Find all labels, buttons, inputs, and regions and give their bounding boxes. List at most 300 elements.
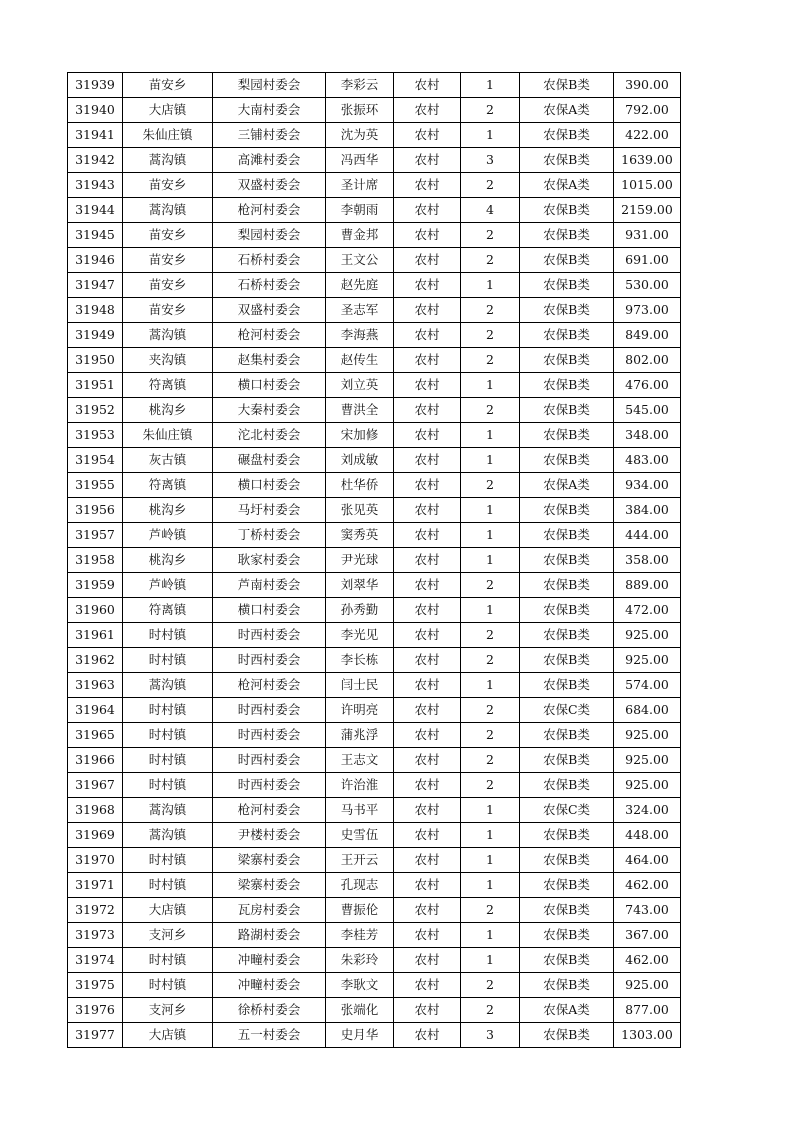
person-name-cell: 王文公 bbox=[326, 248, 394, 273]
member-count-cell: 2 bbox=[461, 98, 520, 123]
town-cell: 时村镇 bbox=[123, 973, 213, 998]
record-id-cell: 31961 bbox=[68, 623, 123, 648]
table-row bbox=[68, 373, 681, 398]
amount-cell: 324.00 bbox=[614, 798, 681, 823]
household-type-cell: 农村 bbox=[394, 823, 461, 848]
member-count-cell: 2 bbox=[461, 573, 520, 598]
member-count-cell: 1 bbox=[461, 423, 520, 448]
household-type-cell: 农村 bbox=[394, 1023, 461, 1048]
table-row bbox=[68, 598, 681, 623]
insurance-category-cell: 农保B类 bbox=[520, 498, 614, 523]
town-cell: 时村镇 bbox=[123, 748, 213, 773]
person-name-cell: 许明亮 bbox=[326, 698, 394, 723]
person-name-cell: 圣志军 bbox=[326, 298, 394, 323]
amount-cell: 476.00 bbox=[614, 373, 681, 398]
table-row bbox=[68, 748, 681, 773]
village-committee-cell: 大秦村委会 bbox=[213, 398, 326, 423]
household-type-cell: 农村 bbox=[394, 698, 461, 723]
town-cell: 大店镇 bbox=[123, 1023, 213, 1048]
insurance-category-cell: 农保B类 bbox=[520, 648, 614, 673]
record-id-cell: 31960 bbox=[68, 598, 123, 623]
insurance-category-cell: 农保B类 bbox=[520, 948, 614, 973]
record-id-cell: 31972 bbox=[68, 898, 123, 923]
household-type-cell: 农村 bbox=[394, 623, 461, 648]
member-count-cell: 1 bbox=[461, 598, 520, 623]
town-cell: 灰古镇 bbox=[123, 448, 213, 473]
amount-cell: 934.00 bbox=[614, 473, 681, 498]
person-name-cell: 许治淮 bbox=[326, 773, 394, 798]
household-type-cell: 农村 bbox=[394, 223, 461, 248]
insurance-category-cell: 农保C类 bbox=[520, 698, 614, 723]
member-count-cell: 2 bbox=[461, 723, 520, 748]
table-row bbox=[68, 448, 681, 473]
town-cell: 时村镇 bbox=[123, 623, 213, 648]
insurance-category-cell: 农保C类 bbox=[520, 798, 614, 823]
table-row bbox=[68, 723, 681, 748]
household-type-cell: 农村 bbox=[394, 173, 461, 198]
household-type-cell: 农村 bbox=[394, 448, 461, 473]
town-cell: 苗安乡 bbox=[123, 173, 213, 198]
amount-cell: 792.00 bbox=[614, 98, 681, 123]
amount-cell: 2159.00 bbox=[614, 198, 681, 223]
town-cell: 蒿沟镇 bbox=[123, 673, 213, 698]
member-count-cell: 2 bbox=[461, 398, 520, 423]
household-type-cell: 农村 bbox=[394, 673, 461, 698]
person-name-cell: 冯西华 bbox=[326, 148, 394, 173]
member-count-cell: 1 bbox=[461, 923, 520, 948]
member-count-cell: 2 bbox=[461, 223, 520, 248]
village-committee-cell: 冲疃村委会 bbox=[213, 973, 326, 998]
amount-cell: 925.00 bbox=[614, 723, 681, 748]
village-committee-cell: 尹楼村委会 bbox=[213, 823, 326, 848]
person-name-cell: 刘翠华 bbox=[326, 573, 394, 598]
amount-cell: 691.00 bbox=[614, 248, 681, 273]
town-cell: 芦岭镇 bbox=[123, 573, 213, 598]
member-count-cell: 2 bbox=[461, 748, 520, 773]
record-id-cell: 31956 bbox=[68, 498, 123, 523]
insurance-category-cell: 农保B类 bbox=[520, 198, 614, 223]
person-name-cell: 张见英 bbox=[326, 498, 394, 523]
member-count-cell: 2 bbox=[461, 298, 520, 323]
insurance-category-cell: 农保B类 bbox=[520, 573, 614, 598]
household-type-cell: 农村 bbox=[394, 923, 461, 948]
insurance-category-cell: 农保A类 bbox=[520, 98, 614, 123]
member-count-cell: 2 bbox=[461, 773, 520, 798]
member-count-cell: 2 bbox=[461, 898, 520, 923]
record-id-cell: 31943 bbox=[68, 173, 123, 198]
record-id-cell: 31946 bbox=[68, 248, 123, 273]
town-cell: 符离镇 bbox=[123, 373, 213, 398]
village-committee-cell: 时西村委会 bbox=[213, 623, 326, 648]
insurance-category-cell: 农保B类 bbox=[520, 623, 614, 648]
member-count-cell: 1 bbox=[461, 373, 520, 398]
household-type-cell: 农村 bbox=[394, 748, 461, 773]
household-type-cell: 农村 bbox=[394, 798, 461, 823]
insurance-category-cell: 农保B类 bbox=[520, 973, 614, 998]
village-committee-cell: 时西村委会 bbox=[213, 773, 326, 798]
amount-cell: 684.00 bbox=[614, 698, 681, 723]
table-row bbox=[68, 773, 681, 798]
insurance-category-cell: 农保B类 bbox=[520, 148, 614, 173]
table-row bbox=[68, 973, 681, 998]
amount-cell: 574.00 bbox=[614, 673, 681, 698]
village-committee-cell: 枪河村委会 bbox=[213, 323, 326, 348]
village-committee-cell: 碾盘村委会 bbox=[213, 448, 326, 473]
insurance-category-cell: 农保B类 bbox=[520, 448, 614, 473]
amount-cell: 925.00 bbox=[614, 773, 681, 798]
amount-cell: 358.00 bbox=[614, 548, 681, 573]
household-type-cell: 农村 bbox=[394, 98, 461, 123]
insurance-category-cell: 农保B类 bbox=[520, 748, 614, 773]
person-name-cell: 尹光球 bbox=[326, 548, 394, 573]
village-committee-cell: 五一村委会 bbox=[213, 1023, 326, 1048]
insurance-category-cell: 农保B类 bbox=[520, 873, 614, 898]
record-id-cell: 31941 bbox=[68, 123, 123, 148]
person-name-cell: 赵传生 bbox=[326, 348, 394, 373]
household-type-cell: 农村 bbox=[394, 473, 461, 498]
table-row bbox=[68, 648, 681, 673]
person-name-cell: 蒲兆浮 bbox=[326, 723, 394, 748]
table-row bbox=[68, 998, 681, 1023]
town-cell: 时村镇 bbox=[123, 948, 213, 973]
table-row bbox=[68, 423, 681, 448]
village-committee-cell: 石桥村委会 bbox=[213, 273, 326, 298]
member-count-cell: 1 bbox=[461, 273, 520, 298]
member-count-cell: 3 bbox=[461, 148, 520, 173]
record-id-cell: 31951 bbox=[68, 373, 123, 398]
person-name-cell: 朱彩玲 bbox=[326, 948, 394, 973]
person-name-cell: 李长栋 bbox=[326, 648, 394, 673]
town-cell: 支河乡 bbox=[123, 998, 213, 1023]
table-row bbox=[68, 223, 681, 248]
amount-cell: 422.00 bbox=[614, 123, 681, 148]
insurance-category-cell: 农保B类 bbox=[520, 323, 614, 348]
amount-cell: 925.00 bbox=[614, 973, 681, 998]
person-name-cell: 史雪伍 bbox=[326, 823, 394, 848]
record-id-cell: 31973 bbox=[68, 923, 123, 948]
amount-cell: 483.00 bbox=[614, 448, 681, 473]
record-id-cell: 31942 bbox=[68, 148, 123, 173]
household-type-cell: 农村 bbox=[394, 398, 461, 423]
household-type-cell: 农村 bbox=[394, 323, 461, 348]
amount-cell: 925.00 bbox=[614, 748, 681, 773]
amount-cell: 1639.00 bbox=[614, 148, 681, 173]
village-committee-cell: 时西村委会 bbox=[213, 698, 326, 723]
insurance-category-cell: 农保A类 bbox=[520, 173, 614, 198]
person-name-cell: 李彩云 bbox=[326, 73, 394, 98]
member-count-cell: 1 bbox=[461, 498, 520, 523]
amount-cell: 367.00 bbox=[614, 923, 681, 948]
village-committee-cell: 枪河村委会 bbox=[213, 673, 326, 698]
town-cell: 苗安乡 bbox=[123, 248, 213, 273]
member-count-cell: 1 bbox=[461, 823, 520, 848]
record-id-cell: 31952 bbox=[68, 398, 123, 423]
household-type-cell: 农村 bbox=[394, 148, 461, 173]
record-id-cell: 31970 bbox=[68, 848, 123, 873]
household-type-cell: 农村 bbox=[394, 998, 461, 1023]
member-count-cell: 1 bbox=[461, 448, 520, 473]
insurance-category-cell: 农保B类 bbox=[520, 423, 614, 448]
household-type-cell: 农村 bbox=[394, 573, 461, 598]
record-id-cell: 31964 bbox=[68, 698, 123, 723]
record-id-cell: 31948 bbox=[68, 298, 123, 323]
record-id-cell: 31977 bbox=[68, 1023, 123, 1048]
member-count-cell: 1 bbox=[461, 548, 520, 573]
amount-cell: 849.00 bbox=[614, 323, 681, 348]
records-table-body bbox=[68, 73, 681, 1048]
village-committee-cell: 路湖村委会 bbox=[213, 923, 326, 948]
town-cell: 蒿沟镇 bbox=[123, 198, 213, 223]
record-id-cell: 31954 bbox=[68, 448, 123, 473]
village-committee-cell: 三铺村委会 bbox=[213, 123, 326, 148]
village-committee-cell: 冲疃村委会 bbox=[213, 948, 326, 973]
insurance-category-cell: 农保A类 bbox=[520, 473, 614, 498]
member-count-cell: 2 bbox=[461, 323, 520, 348]
person-name-cell: 张端化 bbox=[326, 998, 394, 1023]
amount-cell: 390.00 bbox=[614, 73, 681, 98]
town-cell: 夹沟镇 bbox=[123, 348, 213, 373]
amount-cell: 462.00 bbox=[614, 948, 681, 973]
village-committee-cell: 梨园村委会 bbox=[213, 223, 326, 248]
person-name-cell: 曹振伦 bbox=[326, 898, 394, 923]
member-count-cell: 1 bbox=[461, 798, 520, 823]
person-name-cell: 曹洪全 bbox=[326, 398, 394, 423]
village-committee-cell: 赵集村委会 bbox=[213, 348, 326, 373]
record-id-cell: 31967 bbox=[68, 773, 123, 798]
insurance-category-cell: 农保B类 bbox=[520, 373, 614, 398]
table-row bbox=[68, 873, 681, 898]
household-type-cell: 农村 bbox=[394, 373, 461, 398]
town-cell: 时村镇 bbox=[123, 698, 213, 723]
amount-cell: 877.00 bbox=[614, 998, 681, 1023]
table-row bbox=[68, 623, 681, 648]
village-committee-cell: 大南村委会 bbox=[213, 98, 326, 123]
record-id-cell: 31962 bbox=[68, 648, 123, 673]
person-name-cell: 曹金邦 bbox=[326, 223, 394, 248]
insurance-category-cell: 农保B类 bbox=[520, 823, 614, 848]
town-cell: 芦岭镇 bbox=[123, 523, 213, 548]
table-row bbox=[68, 573, 681, 598]
member-count-cell: 2 bbox=[461, 698, 520, 723]
member-count-cell: 2 bbox=[461, 648, 520, 673]
person-name-cell: 孔现志 bbox=[326, 873, 394, 898]
town-cell: 符离镇 bbox=[123, 598, 213, 623]
amount-cell: 889.00 bbox=[614, 573, 681, 598]
record-id-cell: 31974 bbox=[68, 948, 123, 973]
amount-cell: 530.00 bbox=[614, 273, 681, 298]
household-type-cell: 农村 bbox=[394, 548, 461, 573]
insurance-category-cell: 农保B类 bbox=[520, 73, 614, 98]
village-committee-cell: 枪河村委会 bbox=[213, 798, 326, 823]
amount-cell: 1015.00 bbox=[614, 173, 681, 198]
member-count-cell: 2 bbox=[461, 623, 520, 648]
town-cell: 符离镇 bbox=[123, 473, 213, 498]
member-count-cell: 3 bbox=[461, 1023, 520, 1048]
village-committee-cell: 横口村委会 bbox=[213, 598, 326, 623]
person-name-cell: 杜华侨 bbox=[326, 473, 394, 498]
member-count-cell: 1 bbox=[461, 123, 520, 148]
record-id-cell: 31969 bbox=[68, 823, 123, 848]
insurance-category-cell: 农保B类 bbox=[520, 523, 614, 548]
village-committee-cell: 梁寨村委会 bbox=[213, 873, 326, 898]
person-name-cell: 窦秀英 bbox=[326, 523, 394, 548]
member-count-cell: 1 bbox=[461, 73, 520, 98]
household-type-cell: 农村 bbox=[394, 123, 461, 148]
record-id-cell: 31955 bbox=[68, 473, 123, 498]
amount-cell: 464.00 bbox=[614, 848, 681, 873]
member-count-cell: 2 bbox=[461, 973, 520, 998]
record-id-cell: 31975 bbox=[68, 973, 123, 998]
insurance-category-cell: 农保B类 bbox=[520, 673, 614, 698]
household-type-cell: 农村 bbox=[394, 198, 461, 223]
table-row bbox=[68, 673, 681, 698]
record-id-cell: 31944 bbox=[68, 198, 123, 223]
person-name-cell: 史月华 bbox=[326, 1023, 394, 1048]
village-committee-cell: 耿家村委会 bbox=[213, 548, 326, 573]
table-row bbox=[68, 323, 681, 348]
person-name-cell: 王志文 bbox=[326, 748, 394, 773]
record-id-cell: 31945 bbox=[68, 223, 123, 248]
records-table bbox=[67, 72, 681, 1048]
member-count-cell: 2 bbox=[461, 473, 520, 498]
insurance-category-cell: 农保B类 bbox=[520, 298, 614, 323]
table-row bbox=[68, 848, 681, 873]
amount-cell: 925.00 bbox=[614, 623, 681, 648]
member-count-cell: 1 bbox=[461, 873, 520, 898]
amount-cell: 1303.00 bbox=[614, 1023, 681, 1048]
town-cell: 时村镇 bbox=[123, 648, 213, 673]
table-row bbox=[68, 948, 681, 973]
household-type-cell: 农村 bbox=[394, 973, 461, 998]
member-count-cell: 1 bbox=[461, 948, 520, 973]
person-name-cell: 闫士民 bbox=[326, 673, 394, 698]
record-id-cell: 31968 bbox=[68, 798, 123, 823]
table-row bbox=[68, 898, 681, 923]
household-type-cell: 农村 bbox=[394, 273, 461, 298]
household-type-cell: 农村 bbox=[394, 648, 461, 673]
village-committee-cell: 时西村委会 bbox=[213, 723, 326, 748]
village-committee-cell: 马圩村委会 bbox=[213, 498, 326, 523]
table-row bbox=[68, 173, 681, 198]
table-row bbox=[68, 698, 681, 723]
town-cell: 大店镇 bbox=[123, 898, 213, 923]
town-cell: 时村镇 bbox=[123, 873, 213, 898]
insurance-category-cell: 农保B类 bbox=[520, 248, 614, 273]
person-name-cell: 沈为英 bbox=[326, 123, 394, 148]
table-row bbox=[68, 98, 681, 123]
insurance-category-cell: 农保B类 bbox=[520, 398, 614, 423]
insurance-category-cell: 农保B类 bbox=[520, 923, 614, 948]
person-name-cell: 李桂芳 bbox=[326, 923, 394, 948]
table-row bbox=[68, 198, 681, 223]
member-count-cell: 1 bbox=[461, 673, 520, 698]
town-cell: 朱仙庄镇 bbox=[123, 423, 213, 448]
village-committee-cell: 双盛村委会 bbox=[213, 173, 326, 198]
person-name-cell: 孙秀勤 bbox=[326, 598, 394, 623]
record-id-cell: 31963 bbox=[68, 673, 123, 698]
amount-cell: 931.00 bbox=[614, 223, 681, 248]
town-cell: 蒿沟镇 bbox=[123, 798, 213, 823]
village-committee-cell: 枪河村委会 bbox=[213, 198, 326, 223]
table-row bbox=[68, 123, 681, 148]
village-committee-cell: 高滩村委会 bbox=[213, 148, 326, 173]
amount-cell: 802.00 bbox=[614, 348, 681, 373]
record-id-cell: 31939 bbox=[68, 73, 123, 98]
member-count-cell: 2 bbox=[461, 248, 520, 273]
insurance-category-cell: 农保B类 bbox=[520, 723, 614, 748]
person-name-cell: 李耿文 bbox=[326, 973, 394, 998]
village-committee-cell: 梁寨村委会 bbox=[213, 848, 326, 873]
person-name-cell: 赵先庭 bbox=[326, 273, 394, 298]
village-committee-cell: 双盛村委会 bbox=[213, 298, 326, 323]
table-row bbox=[68, 148, 681, 173]
record-id-cell: 31966 bbox=[68, 748, 123, 773]
town-cell: 苗安乡 bbox=[123, 223, 213, 248]
insurance-category-cell: 农保B类 bbox=[520, 548, 614, 573]
town-cell: 蒿沟镇 bbox=[123, 148, 213, 173]
household-type-cell: 农村 bbox=[394, 498, 461, 523]
person-name-cell: 张振环 bbox=[326, 98, 394, 123]
table-row bbox=[68, 498, 681, 523]
village-committee-cell: 梨园村委会 bbox=[213, 73, 326, 98]
table-row bbox=[68, 473, 681, 498]
person-name-cell: 马书平 bbox=[326, 798, 394, 823]
insurance-category-cell: 农保B类 bbox=[520, 223, 614, 248]
record-id-cell: 31959 bbox=[68, 573, 123, 598]
amount-cell: 472.00 bbox=[614, 598, 681, 623]
town-cell: 蒿沟镇 bbox=[123, 823, 213, 848]
insurance-category-cell: 农保B类 bbox=[520, 773, 614, 798]
village-committee-cell: 时西村委会 bbox=[213, 648, 326, 673]
person-name-cell: 刘成敏 bbox=[326, 448, 394, 473]
village-committee-cell: 沱北村委会 bbox=[213, 423, 326, 448]
record-id-cell: 31957 bbox=[68, 523, 123, 548]
insurance-category-cell: 农保B类 bbox=[520, 348, 614, 373]
town-cell: 桃沟乡 bbox=[123, 548, 213, 573]
insurance-category-cell: 农保B类 bbox=[520, 1023, 614, 1048]
household-type-cell: 农村 bbox=[394, 898, 461, 923]
town-cell: 支河乡 bbox=[123, 923, 213, 948]
village-committee-cell: 横口村委会 bbox=[213, 373, 326, 398]
amount-cell: 348.00 bbox=[614, 423, 681, 448]
town-cell: 时村镇 bbox=[123, 848, 213, 873]
person-name-cell: 李海燕 bbox=[326, 323, 394, 348]
table-row bbox=[68, 1023, 681, 1048]
town-cell: 苗安乡 bbox=[123, 298, 213, 323]
table-row bbox=[68, 798, 681, 823]
record-id-cell: 31971 bbox=[68, 873, 123, 898]
town-cell: 苗安乡 bbox=[123, 73, 213, 98]
record-id-cell: 31940 bbox=[68, 98, 123, 123]
record-id-cell: 31949 bbox=[68, 323, 123, 348]
member-count-cell: 1 bbox=[461, 848, 520, 873]
household-type-cell: 农村 bbox=[394, 598, 461, 623]
amount-cell: 925.00 bbox=[614, 648, 681, 673]
household-type-cell: 农村 bbox=[394, 523, 461, 548]
record-id-cell: 31976 bbox=[68, 998, 123, 1023]
household-type-cell: 农村 bbox=[394, 848, 461, 873]
insurance-category-cell: 农保B类 bbox=[520, 898, 614, 923]
amount-cell: 448.00 bbox=[614, 823, 681, 848]
household-type-cell: 农村 bbox=[394, 298, 461, 323]
village-committee-cell: 时西村委会 bbox=[213, 748, 326, 773]
amount-cell: 545.00 bbox=[614, 398, 681, 423]
amount-cell: 743.00 bbox=[614, 898, 681, 923]
record-id-cell: 31947 bbox=[68, 273, 123, 298]
town-cell: 桃沟乡 bbox=[123, 498, 213, 523]
insurance-category-cell: 农保A类 bbox=[520, 998, 614, 1023]
amount-cell: 384.00 bbox=[614, 498, 681, 523]
